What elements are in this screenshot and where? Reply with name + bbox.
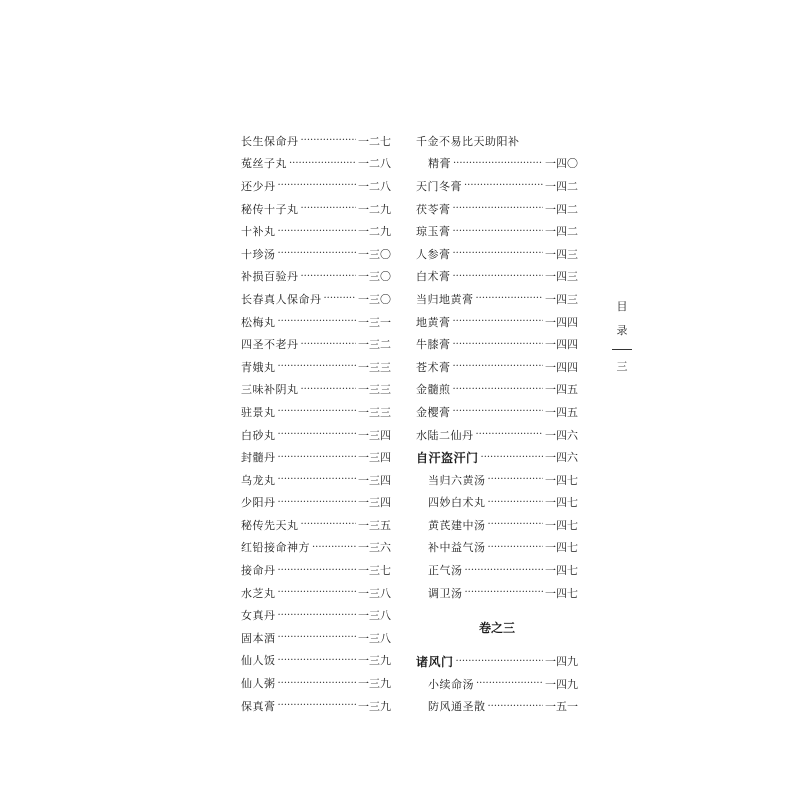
toc-entry [241,401,391,424]
entry-title: 苍术膏 [416,360,451,374]
toc-entry [241,333,391,356]
entry-title: 青娥丸 [241,360,276,374]
dot-leader [464,181,543,191]
entry-page-number: 一三〇 [358,247,391,261]
toc-entry [241,379,391,402]
entry-page-number: 一四五 [545,405,578,419]
dot-leader [453,340,544,350]
entry-title: 当归六黄汤 [428,473,486,487]
entry-title: 十珍汤 [241,247,276,261]
toc-entry [241,582,391,605]
running-header [612,298,632,374]
entry-page-number: 一四二 [545,179,578,193]
entry-page-number: 一四三 [545,270,578,284]
toc-entry [416,153,578,176]
entry-page-number: 一二七 [358,134,391,148]
toc-entry [416,356,578,379]
toc-entry [416,424,578,447]
entry-page-number: 一四三 [545,292,578,306]
entry-title: 白术膏 [416,270,451,284]
dot-leader [465,588,544,598]
dot-leader [488,520,544,530]
toc-entry [416,582,578,605]
toc-entry [241,266,391,289]
dot-leader [278,317,357,327]
entry-page-number: 一四二 [545,225,578,239]
dot-leader [301,385,357,395]
entry-page-number: 一三四 [358,451,391,465]
toc-entry [241,627,391,650]
toc-entry [416,401,578,424]
dot-leader [476,294,544,304]
dot-leader [301,204,357,214]
volume-heading: 卷之三 [478,620,515,635]
toc-entry [241,198,391,221]
entry-title: 女真丹 [241,609,276,623]
dot-leader [278,633,357,643]
entry-page-number: 一三四 [358,473,391,487]
toc-entry [416,243,578,266]
entry-title: 水芝丸 [241,586,276,600]
dot-leader [301,272,357,282]
entry-page-number: 一四七 [545,496,578,510]
entry-page-number: 一三六 [358,541,391,555]
entry-page-number: 一三〇 [358,292,391,306]
dot-leader [488,702,544,712]
entry-title: 金樱膏 [416,405,451,419]
toc-entry [416,220,578,243]
dot-leader [476,679,543,689]
dot-leader [278,181,357,191]
entry-page-number: 一五一 [545,700,578,714]
entry-page-number: 一三〇 [358,270,391,284]
dot-leader [456,657,543,667]
entry-page-number: 一三五 [358,518,391,532]
toc-entry [416,559,578,582]
entry-page-number: 一二八 [358,179,391,193]
toc-entry [241,153,391,176]
entry-page-number: 一三七 [358,564,391,578]
toc-entry [416,492,578,515]
entry-title: 长春真人保命丹 [241,292,322,306]
dot-leader [453,385,544,395]
entry-page-number: 一四七 [545,473,578,487]
entry-page-number: 一三二 [358,338,391,352]
entry-page-number: 一三三 [358,360,391,374]
dot-leader [453,317,544,327]
entry-title: 四妙白术丸 [428,496,486,510]
dot-leader [481,453,543,463]
toc-entry [416,333,578,356]
toc-entry [241,356,391,379]
entry-title: 琼玉膏 [416,225,451,239]
dot-leader [465,566,544,576]
toc-entry [241,672,391,695]
toc-entry [241,446,391,469]
entry-page-number: 一四〇 [545,157,578,171]
entry-page-number: 一四七 [545,564,578,578]
entry-page-number: 一四七 [545,518,578,532]
dot-leader [301,340,357,350]
entry-title: 少阳丹 [241,496,276,510]
toc-entry [416,514,578,537]
toc-entry [416,469,578,492]
toc-entry [241,650,391,673]
dot-leader [278,679,357,689]
dot-leader [278,656,357,666]
toc-entry [241,514,391,537]
toc-entry [416,696,578,719]
toc-entry [241,311,391,334]
entry-title: 补中益气汤 [428,541,486,555]
dot-leader [278,453,357,463]
entry-page-number: 一四三 [545,247,578,261]
dot-leader [289,159,356,169]
dot-leader [278,249,357,259]
entry-title: 补损百验丹 [241,270,299,284]
toc-entry [241,288,391,311]
entry-title: 接命丹 [241,564,276,578]
toc-entry [416,673,578,696]
entry-title: 松梅丸 [241,315,276,329]
entry-page-number: 一四四 [545,338,578,352]
entry-title: 十补丸 [241,225,276,239]
toc-entry [416,288,578,311]
entry-title: 千金不易比天助阳补 [416,134,520,148]
entry-page-number: 一四六 [545,428,578,442]
entry-title: 乌龙丸 [241,473,276,487]
entry-page-number: 一四二 [545,202,578,216]
entry-title: 四圣不老丹 [241,338,299,352]
toc-entry [416,446,578,469]
toc-entry [241,695,391,718]
entry-title: 长生保命丹 [241,134,299,148]
dot-leader [278,566,357,576]
entry-page-number: 一三四 [358,428,391,442]
toc-entry [416,537,578,560]
entry-title: 牛膝膏 [416,338,451,352]
dot-leader [453,227,544,237]
entry-title: 固本酒 [241,631,276,645]
entry-title: 茯苓膏 [416,202,451,216]
entry-title: 金髓煎 [416,383,451,397]
dot-leader [278,611,357,621]
toc-entry [416,311,578,334]
dot-leader [278,227,357,237]
entry-page-number: 一四九 [545,655,578,669]
entry-title: 秘传先天丸 [241,518,299,532]
entry-title: 仙人饭 [241,654,276,668]
running-header-char-2: 录 [616,324,628,337]
entry-title: 保真膏 [241,699,276,713]
toc-entry [241,492,391,515]
entry-title: 还少丹 [241,179,276,193]
entry-title: 封髓丹 [241,451,276,465]
dot-leader [476,430,544,440]
dot-leader [453,204,544,214]
dot-leader [324,294,357,304]
entry-page-number: 一四七 [545,586,578,600]
dot-leader [488,543,544,553]
entry-title: 当归地黄膏 [416,292,474,306]
running-header-char-1: 目 [616,300,628,313]
dot-leader [488,498,544,508]
entry-page-number: 一二八 [358,157,391,171]
dot-leader [453,159,543,169]
toc-entry [241,175,391,198]
entry-title: 红铅接命神方 [241,541,310,555]
entry-page-number: 一三八 [358,586,391,600]
entry-title: 小续命汤 [428,677,474,691]
toc-entry [241,220,391,243]
entry-title: 水陆二仙丹 [416,428,474,442]
entry-title: 调卫汤 [428,586,463,600]
toc-entry [416,650,578,673]
dot-leader [278,701,357,711]
entry-title: 精膏 [428,157,451,171]
entry-page-number: 一二九 [358,225,391,239]
entry-page-number: 一三九 [358,654,391,668]
toc-entry [416,175,578,198]
dot-leader [453,407,544,417]
entry-page-number: 一三三 [358,405,391,419]
entry-page-number: 一三八 [358,609,391,623]
dot-leader [453,362,544,372]
toc-right-column [416,130,578,718]
dot-leader [301,136,357,146]
dot-leader [301,520,357,530]
entry-title: 白砂丸 [241,428,276,442]
entry-page-number: 一三一 [358,315,391,329]
entry-page-number: 一三三 [358,383,391,397]
entry-page-number: 一四六 [545,451,578,465]
entry-page-number: 一四九 [545,677,578,691]
toc-entry [241,469,391,492]
dot-leader [453,272,544,282]
dot-leader [278,430,357,440]
entry-title: 秘传十子丸 [241,202,299,216]
toc-entry [241,243,391,266]
entry-page-number: 一三八 [358,631,391,645]
toc-entry [416,379,578,402]
entry-page-number: 一三四 [358,496,391,510]
page-number: 三 [616,360,628,373]
entry-title: 诸风门 [416,654,454,669]
entry-title: 三味补阴丸 [241,383,299,397]
dot-leader [278,588,357,598]
dot-leader [453,249,544,259]
entry-page-number: 一二九 [358,202,391,216]
toc-entry [241,424,391,447]
entry-title: 自汗盗汗门 [416,450,479,465]
dot-leader [278,362,357,372]
toc-entry [416,130,578,153]
entry-title: 黄芪建中汤 [428,518,486,532]
toc-entry [416,266,578,289]
toc-left-column [241,130,391,717]
toc-entry [241,604,391,627]
entry-page-number: 一四五 [545,383,578,397]
toc-entry [241,559,391,582]
dot-leader [278,407,357,417]
entry-title: 人参膏 [416,247,451,261]
entry-title: 菟丝子丸 [241,157,287,171]
header-rule [612,349,632,350]
toc-entry [241,537,391,560]
entry-title: 驻景丸 [241,405,276,419]
dot-leader [488,475,544,485]
entry-title: 地黄膏 [416,315,451,329]
entry-title: 天门冬膏 [416,179,462,193]
entry-page-number: 一四四 [545,360,578,374]
toc-entry [416,198,578,221]
dot-leader [312,543,356,553]
entry-page-number: 一四七 [545,541,578,555]
entry-title: 正气汤 [428,564,463,578]
entry-title: 仙人粥 [241,677,276,691]
entry-page-number: 一三九 [358,699,391,713]
dot-leader [278,498,357,508]
entry-page-number: 一三九 [358,677,391,691]
entry-page-number: 一四四 [545,315,578,329]
dot-leader [278,475,357,485]
toc-entry [241,130,391,153]
entry-title: 防风通圣散 [428,700,486,714]
